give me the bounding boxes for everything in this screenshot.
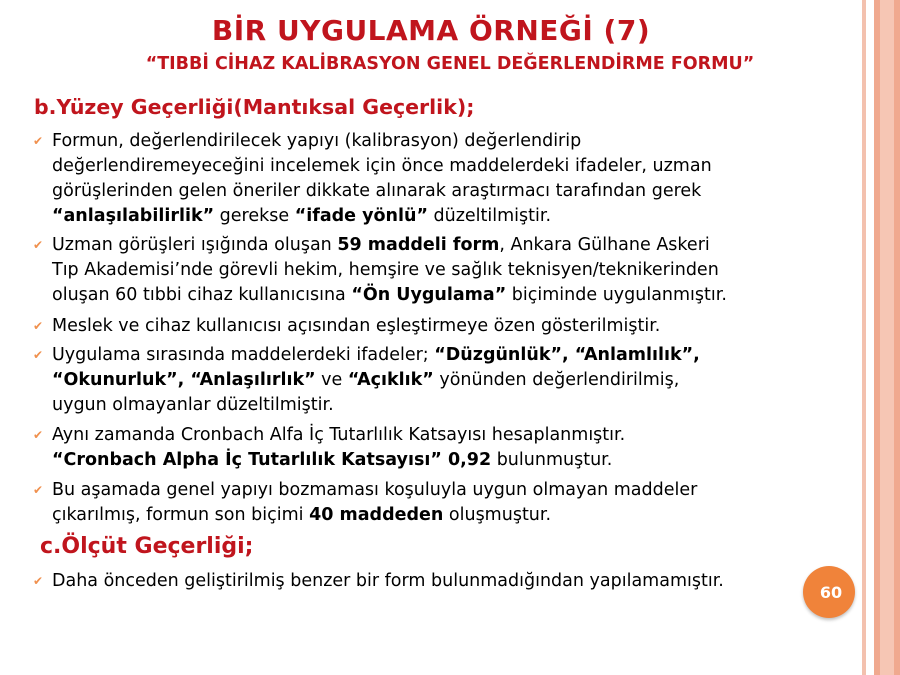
bold-text: 40 maddeden — [309, 505, 444, 525]
page-number-badge — [803, 566, 855, 618]
bold-text: “Okunurluk”, “Anlaşılırlık” — [52, 370, 316, 390]
item-line: Meslek ve cihaz kullanıcısı açısından eşleştirmeye özen gösterilmiştir. — [52, 316, 661, 336]
item-line: Daha önceden geliştirilmiş benzer bir form bulunmadığından yapılamamıştır. — [52, 571, 724, 591]
section-c-heading: c.Ölçüt Geçerliği; — [40, 534, 254, 559]
item-text: gerekse — [214, 206, 295, 226]
list-item — [33, 343, 700, 418]
decorative-stripe — [866, 0, 874, 675]
item-line: değerlendiremeyeceğini incelemek için önce maddelerdeki ifadeler, uzman — [52, 156, 712, 176]
page-number: 60 — [819, 583, 843, 602]
item-text: bulunmuştur. — [491, 450, 613, 470]
list-item — [33, 233, 727, 308]
item-line — [52, 204, 712, 229]
item-line: Tıp Akademisi’nde görevli hekim, hemşire ve sağlık teknisyen/teknikerinden — [52, 260, 719, 280]
section-b-heading: b.Yüzey Geçerliği(Mantıksal Geçerlik); — [34, 95, 475, 119]
bold-text: “Ön Uygulama” — [351, 285, 507, 305]
item-line: uygun olmayanlar düzeltilmiştir. — [52, 395, 334, 415]
item-line — [52, 503, 697, 528]
decorative-stripe — [894, 0, 900, 675]
item-text: düzeltilmiştir. — [427, 206, 552, 226]
item-text: yönünden değerlendirilmiş, — [433, 370, 680, 390]
bold-text: “Düzgünlük”, “Anlamlılık”, — [434, 345, 700, 365]
check-mark-icon: ✔ — [33, 319, 44, 333]
item-line — [52, 343, 700, 368]
item-text: çıkarılmış, formun son biçimi — [52, 505, 310, 525]
item-line — [52, 233, 727, 258]
item-text: oluşan 60 tıbbi cihaz kullanıcısına — [52, 285, 352, 305]
check-mark-icon: ✔ — [33, 574, 44, 588]
item-line: Aynı zamanda Cronbach Alfa İç Tutarlılık Katsayısı hesaplanmıştır. — [52, 425, 626, 445]
check-mark-icon: ✔ — [33, 238, 44, 252]
list-item — [33, 423, 626, 473]
item-text: , Ankara Gülhane Askeri — [499, 235, 710, 255]
item-text: oluşmuştur. — [443, 505, 552, 525]
item-line: görüşlerinden gelen öneriler dikkate alınarak araştırmacı tarafından gerek — [52, 181, 702, 201]
item-line: Bu aşamada genel yapıyı bozmaması koşuluyla uygun olmayan maddeler — [52, 480, 698, 500]
item-text: ve — [315, 370, 348, 390]
list-item — [33, 314, 661, 339]
check-mark-icon: ✔ — [33, 348, 44, 362]
check-mark-icon: ✔ — [33, 428, 44, 442]
slide-subtitle: “TIBBİ CİHAZ KALİBRASYON GENEL DEĞERLENDİRME FORMU” — [145, 54, 755, 74]
bold-text: 59 maddeli form — [337, 235, 500, 255]
bold-text: “Açıklık” — [347, 370, 434, 390]
decorative-stripe — [880, 0, 894, 675]
list-item — [33, 129, 712, 229]
item-line — [52, 283, 727, 308]
item-line — [52, 368, 700, 393]
list-item — [33, 478, 698, 528]
check-mark-icon: ✔ — [33, 134, 44, 148]
bold-text: “anlaşılabilirlik” — [52, 206, 215, 226]
item-line: Formun, değerlendirilecek yapıyı (kalibrasyon) değerlendirip — [52, 131, 582, 151]
item-line — [52, 448, 625, 473]
check-mark-icon: ✔ — [33, 483, 44, 497]
item-text: Uzman görüşleri ışığında oluşan — [52, 235, 338, 255]
list-item — [33, 569, 724, 594]
item-text: biçiminde uygulanmıştır. — [506, 285, 727, 305]
slide-title: BİR UYGULAMA ÖRNEĞİ (7) — [211, 14, 651, 47]
bold-text: “ifade yönlü” — [294, 206, 428, 226]
item-text: Uygulama sırasında maddelerdeki ifadeler; — [52, 345, 435, 365]
bold-text: “Cronbach Alpha İç Tutarlılık Katsayısı” 0,92 — [52, 450, 492, 470]
